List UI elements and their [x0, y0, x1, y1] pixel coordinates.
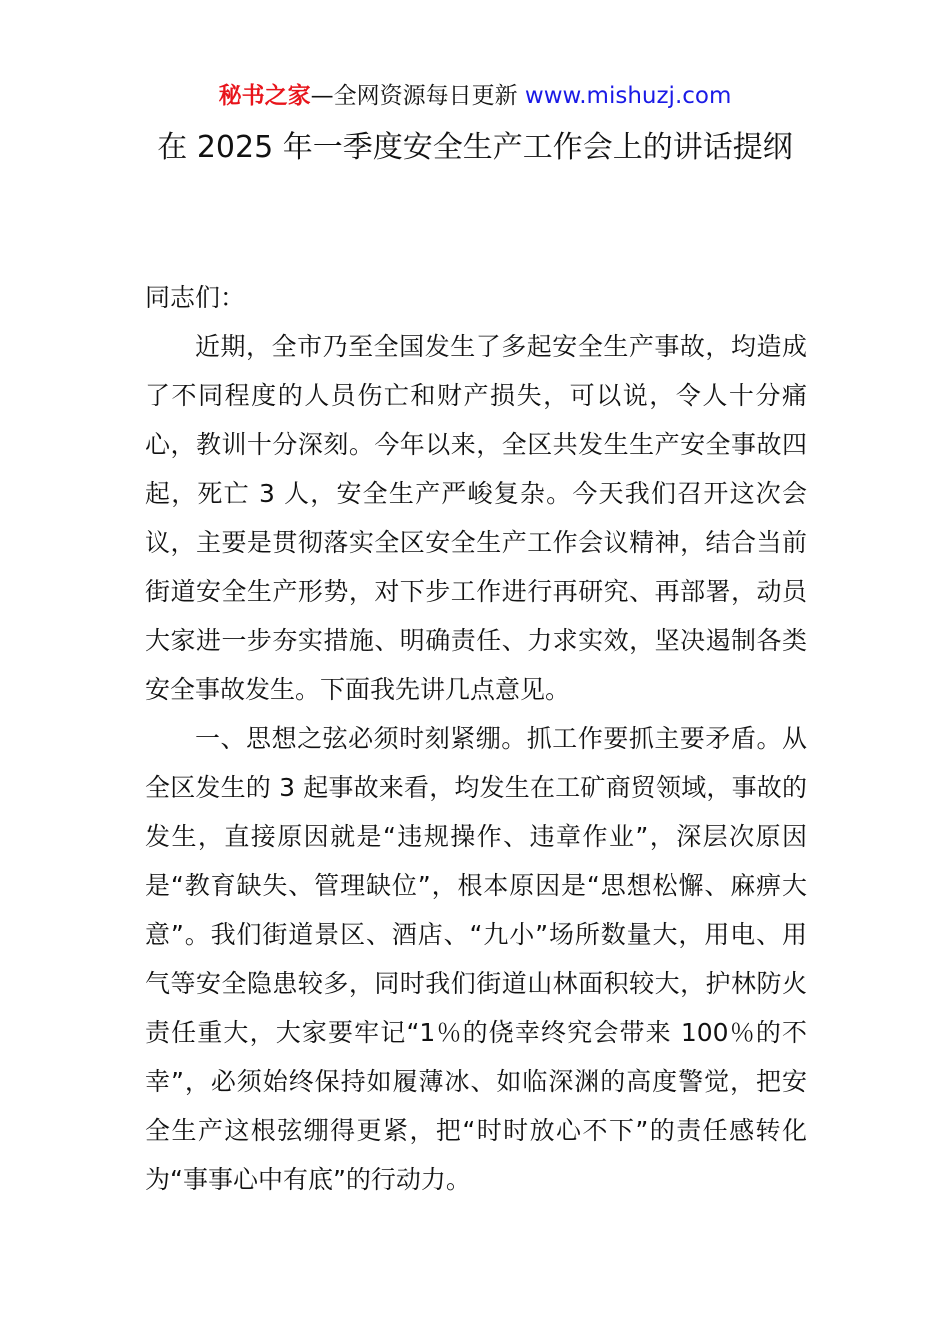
watermark-header	[0, 80, 950, 112]
paragraph-section-one: 一、思想之弦必须时刻紧绷。抓工作要抓主要矛盾。从全区发生的 3 起事故来看，均发生在工矿商贸领域，事故的发生，直接原因就是“违规操作、违章作业”，深层次原因是“教育缺失、管理缺位”，根本原因是“思想松懈、麻痹大意”。我们街道景区、酒店、“九小”场所数量大，用电、用气等安全隐患较多，同时我们街道山林面积较大，护林防火责任重大，大家要牢记“1％的侥幸终究会带来 100％的不幸”，必须始终保持如履薄冰、如临深渊的高度警觉，把安全生产这根弦绷得更紧，把“时时放心不下”的责任感转化为“事事心中有底”的行动力。	[145, 724, 807, 1194]
paragraph-intro: 近期，全市乃至全国发生了多起安全生产事故，均造成了不同程度的人员伤亡和财产损失，可以说，令人十分痛心，教训十分深刻。今年以来，全区共发生生产安全事故四起，死亡 3 人，安全生产严峻复杂。今天我们召开这次会议，主要是贯彻落实全区安全生产工作会议精神，结合当前街道安全生产形势，对下步工作进行再研究、再部署，动员大家进一步夯实措施、明确责任、力求实效，坚决遏制各类安全事故发生。下面我先讲几点意见。	[145, 332, 807, 704]
document-body	[145, 273, 807, 1204]
brand-name: 秘书之家	[218, 83, 311, 109]
site-url: www.mishuzj.com	[524, 83, 732, 109]
document-title: 在 2025 年一季度安全生产工作会上的讲话提纲	[157, 130, 793, 165]
salutation: 同志们：	[145, 283, 246, 312]
header-tagline: —全网资源每日更新	[310, 83, 518, 109]
